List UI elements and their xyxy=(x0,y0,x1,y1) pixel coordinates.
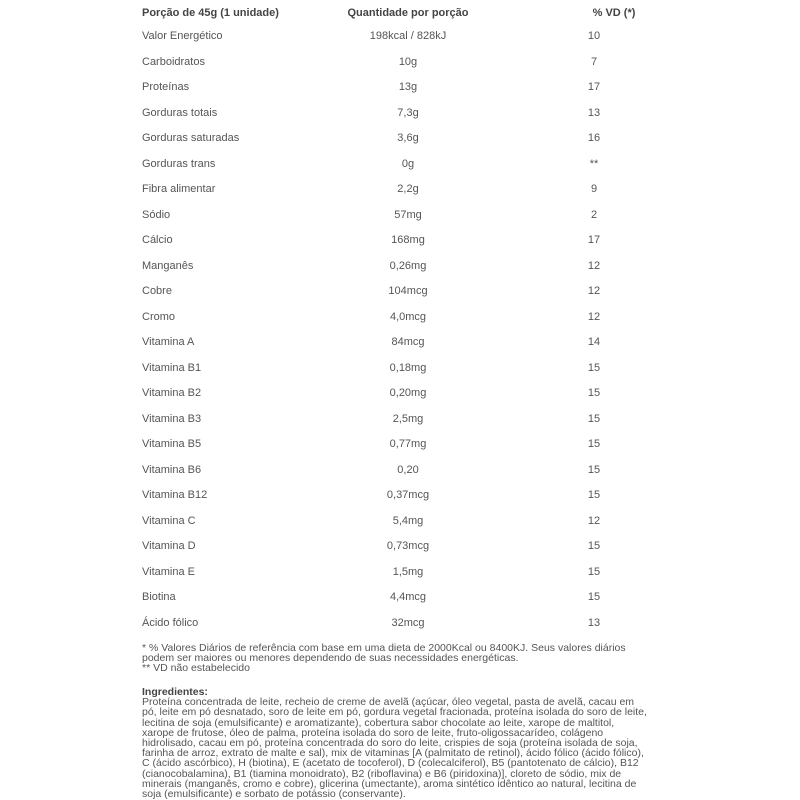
nutrient-amount: 1,5mg xyxy=(392,565,424,578)
footnote-line: * % Valores Diários de referência com base em uma dieta de 2000Kcal ou 8400KJ. Seus valores diários xyxy=(142,642,626,654)
table-row xyxy=(142,24,672,50)
nutrient-daily-value: 2 xyxy=(590,208,598,221)
table-row xyxy=(142,50,672,76)
table-row xyxy=(142,458,672,484)
nutrient-amount: 84mcg xyxy=(391,336,425,348)
nutrient-name: Gorduras saturadas xyxy=(142,132,240,144)
nutrient-name: Vitamina B1 xyxy=(142,361,202,374)
table-row xyxy=(142,75,672,101)
nutrient-amount: 0,20mg xyxy=(389,387,427,399)
table-row xyxy=(142,101,672,127)
table-row xyxy=(142,585,672,611)
nutrient-amount: 2,5mg xyxy=(392,412,424,425)
nutrient-name: Vitamina E xyxy=(142,565,195,578)
nutrient-daily-value: 12 xyxy=(587,514,601,527)
nutrient-daily-value: 12 xyxy=(587,259,601,272)
nutrient-name: Ácido fólico xyxy=(142,616,199,629)
nutrient-daily-value: 17 xyxy=(587,234,601,246)
footnote-line: podem ser maiores ou menores dependendo de suas necessidades energéticas. xyxy=(142,652,519,664)
footnotes xyxy=(142,642,626,674)
table-row xyxy=(142,381,672,407)
table-row xyxy=(142,483,672,509)
table-row xyxy=(142,228,672,254)
table-row xyxy=(142,279,672,305)
nutrient-amount: 5,4mg xyxy=(392,514,424,527)
nutrient-name: Vitamina B6 xyxy=(142,463,202,476)
ingredients-text: Proteína concentrada de leite, recheio de creme de avelã (açúcar, óleo vegetal, pasta de avelã, cacau em pó, leite em pó desnatado, soro de leite em pó, gordura vegetal fracionada, proteína isolada do soro de leite, lecitina de soja (emulsificante) e aromatizante), cobertura sabor chocolate ao leite, xarope de maltitol, xarope de frutose, óleo de palma, proteína isolada do soro de leite, fruto-oligossacarídeo, colágeno hidrolisado, cacau em pó, proteína concentrada do soro do leite, crispies de soja (proteína isolada de soja, farinha de arroz, extrato de malte e sal), mix de vitaminas [A (palmitato de retinol), ácido fólico (ácido fólico), C (ácido ascórbico), H (biotina), E (acetato de tocoferol), D (colecalciferol), B5 (pantotenato de cálcio), B12 (cianocobalamina), B1 (tiamina monoidrato), B2 (riboflavina) e B6 (piridoxina)], cloreto de sódio, mix de minerais (manganês, cromo e cobre), glicerina (umectante), aroma sintético idêntico ao natural, lecitina de soja (emulsificante) e sorbato de potássio (conservante). xyxy=(142,696,647,800)
nutrient-name: Gorduras trans xyxy=(142,157,216,170)
table-row xyxy=(142,356,672,382)
nutrient-name: Vitamina D xyxy=(142,540,196,552)
table-body xyxy=(142,24,672,636)
nutrient-name: Gorduras totais xyxy=(142,106,218,119)
table-row xyxy=(142,407,672,433)
nutrient-daily-value: 7 xyxy=(590,55,598,68)
nutrient-amount: 4,0mcg xyxy=(389,310,427,323)
nutrient-amount: 13g xyxy=(398,81,418,93)
table-row xyxy=(142,177,672,203)
nutrient-name: Manganês xyxy=(142,259,194,272)
nutrient-daily-value: 10 xyxy=(587,30,601,42)
footnote-line: ** VD não estabelecido xyxy=(142,662,250,674)
nutrient-daily-value: 12 xyxy=(587,310,601,323)
nutrient-name: Vitamina B2 xyxy=(142,387,202,399)
table-row xyxy=(142,509,672,535)
nutrient-amount: 0,73mcg xyxy=(386,540,430,552)
nutrient-amount: 7,3g xyxy=(397,106,419,119)
nutrient-daily-value: 13 xyxy=(587,616,601,629)
table-row xyxy=(142,126,672,152)
nutrient-daily-value: 15 xyxy=(587,387,601,399)
nutrient-daily-value: 15 xyxy=(587,565,601,578)
nutrient-name: Cobre xyxy=(142,285,172,297)
ingredients xyxy=(142,687,647,799)
nutrient-name: Vitamina C xyxy=(142,514,196,527)
nutrient-amount: 10g xyxy=(398,55,418,68)
nutrient-daily-value: 15 xyxy=(587,591,601,603)
nutrient-daily-value: 15 xyxy=(587,540,601,552)
nutrient-daily-value: 13 xyxy=(587,106,601,119)
ingredients-title: Ingredientes: xyxy=(142,686,208,698)
nutrient-amount: 3,6g xyxy=(397,132,419,144)
nutrient-daily-value: 15 xyxy=(587,361,601,374)
nutrient-amount: 198kcal / 828kJ xyxy=(369,30,447,42)
header-amount: Quantidade por porção xyxy=(347,7,469,19)
table-row xyxy=(142,560,672,586)
nutrient-amount: 0,20 xyxy=(397,463,419,476)
header-portion: Porção de 45g (1 unidade) xyxy=(142,7,279,19)
nutrient-amount: 2,2g xyxy=(397,183,419,195)
nutrient-amount: 0,37mcg xyxy=(386,489,430,501)
nutrient-name: Cromo xyxy=(142,310,176,323)
table-row xyxy=(142,534,672,560)
table-header xyxy=(142,0,672,26)
nutrient-amount: 168mg xyxy=(391,234,425,246)
header-daily-value: % VD (*) xyxy=(592,7,636,19)
nutrient-daily-value: 15 xyxy=(587,489,601,501)
nutrient-name: Biotina xyxy=(142,591,176,603)
table-row xyxy=(142,330,672,356)
table-row xyxy=(142,203,672,229)
nutrient-amount: 0,18mg xyxy=(389,361,427,374)
nutrient-daily-value: 17 xyxy=(587,81,601,93)
nutrient-amount: 0,26mg xyxy=(389,259,427,272)
nutrient-name: Vitamina A xyxy=(142,336,195,348)
nutrient-daily-value: ** xyxy=(589,157,599,170)
nutrient-daily-value: 12 xyxy=(587,285,601,297)
nutrient-name: Fibra alimentar xyxy=(142,183,216,195)
table-row xyxy=(142,432,672,458)
nutrient-daily-value: 9 xyxy=(590,183,598,195)
table-row xyxy=(142,254,672,280)
nutrient-name: Vitamina B3 xyxy=(142,412,202,425)
nutrient-daily-value: 16 xyxy=(587,132,601,144)
nutrient-name: Vitamina B12 xyxy=(142,489,208,501)
nutrient-name: Proteínas xyxy=(142,81,190,93)
nutrient-amount: 0,77mg xyxy=(389,438,427,450)
nutrient-name: Vitamina B5 xyxy=(142,438,202,450)
nutrient-daily-value: 15 xyxy=(587,412,601,425)
nutrient-amount: 104mcg xyxy=(388,285,428,297)
nutrition-facts xyxy=(142,0,672,800)
nutrient-amount: 57mg xyxy=(394,208,422,221)
nutrient-amount: 0g xyxy=(401,157,415,170)
table-row xyxy=(142,152,672,178)
nutrient-daily-value: 14 xyxy=(587,336,601,348)
nutrient-name: Valor Energético xyxy=(142,30,223,42)
nutrient-name: Sódio xyxy=(142,208,171,221)
table-row xyxy=(142,611,672,637)
nutrient-daily-value: 15 xyxy=(587,463,601,476)
nutrient-name: Carboidratos xyxy=(142,55,205,68)
nutrient-amount: 32mcg xyxy=(391,616,425,629)
table-row xyxy=(142,305,672,331)
nutrient-amount: 4,4mcg xyxy=(389,591,427,603)
nutrient-daily-value: 15 xyxy=(587,438,601,450)
nutrient-name: Cálcio xyxy=(142,234,173,246)
